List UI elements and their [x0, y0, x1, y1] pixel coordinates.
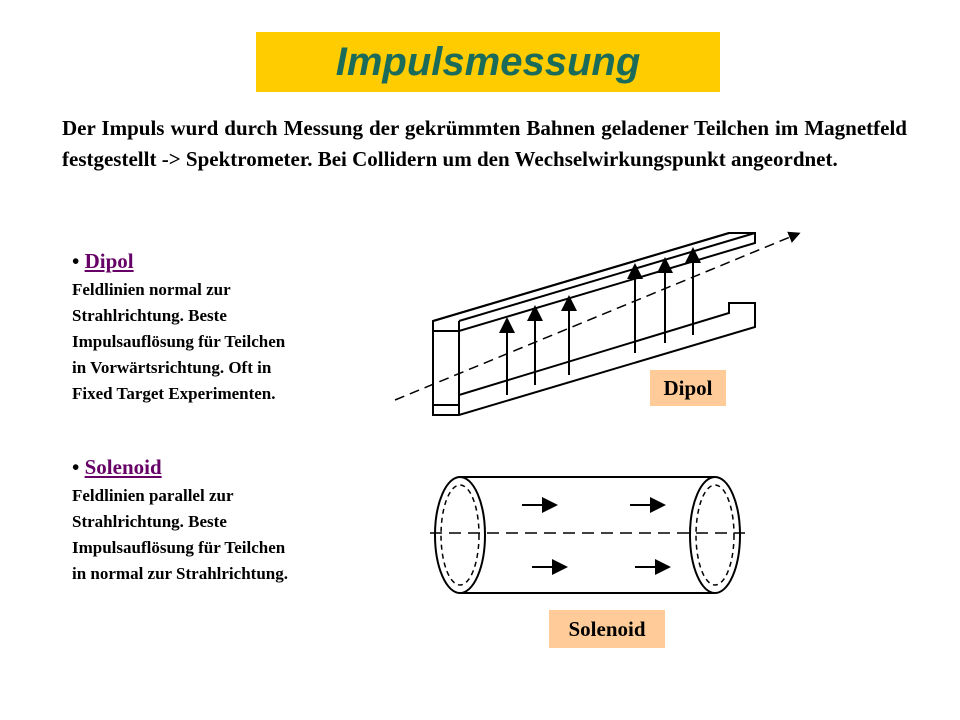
intro-paragraph: Der Impuls wurd durch Messung der gekrümmten Bahnen geladener Teilchen im Magnetfeld festgestellt -> Spektrometer. Bei Collidern um den Wechselwirkungspunkt angeordnet. [62, 116, 907, 171]
solenoid-field-arrows [522, 505, 663, 567]
solenoid-diagram [425, 465, 750, 605]
solenoid-link[interactable]: Solenoid [84, 455, 162, 479]
dipol-line: Strahlrichtung. Beste [72, 306, 227, 325]
solenoid-line: in normal zur Strahlrichtung. [72, 564, 288, 583]
solenoid-figure-label: Solenoid [549, 610, 665, 648]
title-banner [256, 32, 720, 92]
solenoid-heading [72, 453, 392, 481]
solenoid-section [72, 453, 392, 587]
dipol-yoke [433, 331, 459, 405]
dipol-link[interactable]: Dipol [84, 249, 134, 273]
dipol-line: Fixed Target Experimenten. [72, 384, 276, 403]
dipol-line: Feldlinien normal zur [72, 280, 231, 299]
solenoid-line: Feldlinien parallel zur [72, 486, 234, 505]
solenoid-line: Impulsauflösung für Teilchen [72, 538, 286, 557]
dipol-heading [72, 247, 392, 275]
solenoid-right-end [690, 477, 740, 593]
dipol-figure-label: Dipol [650, 370, 726, 406]
bullet: • [72, 455, 80, 479]
dipol-description [72, 277, 392, 407]
dipol-line: Impulsauflösung für Teilchen [72, 332, 286, 351]
dipol-section [72, 247, 392, 407]
dipol-line: in Vorwärtsrichtung. Oft in [72, 358, 272, 377]
bullet: • [72, 249, 80, 273]
solenoid-line: Strahlrichtung. Beste [72, 512, 227, 531]
solenoid-left-end [435, 477, 485, 593]
dipol-diagram [385, 225, 805, 435]
solenoid-description [72, 483, 392, 587]
page-title: Impulsmessung [335, 39, 641, 84]
